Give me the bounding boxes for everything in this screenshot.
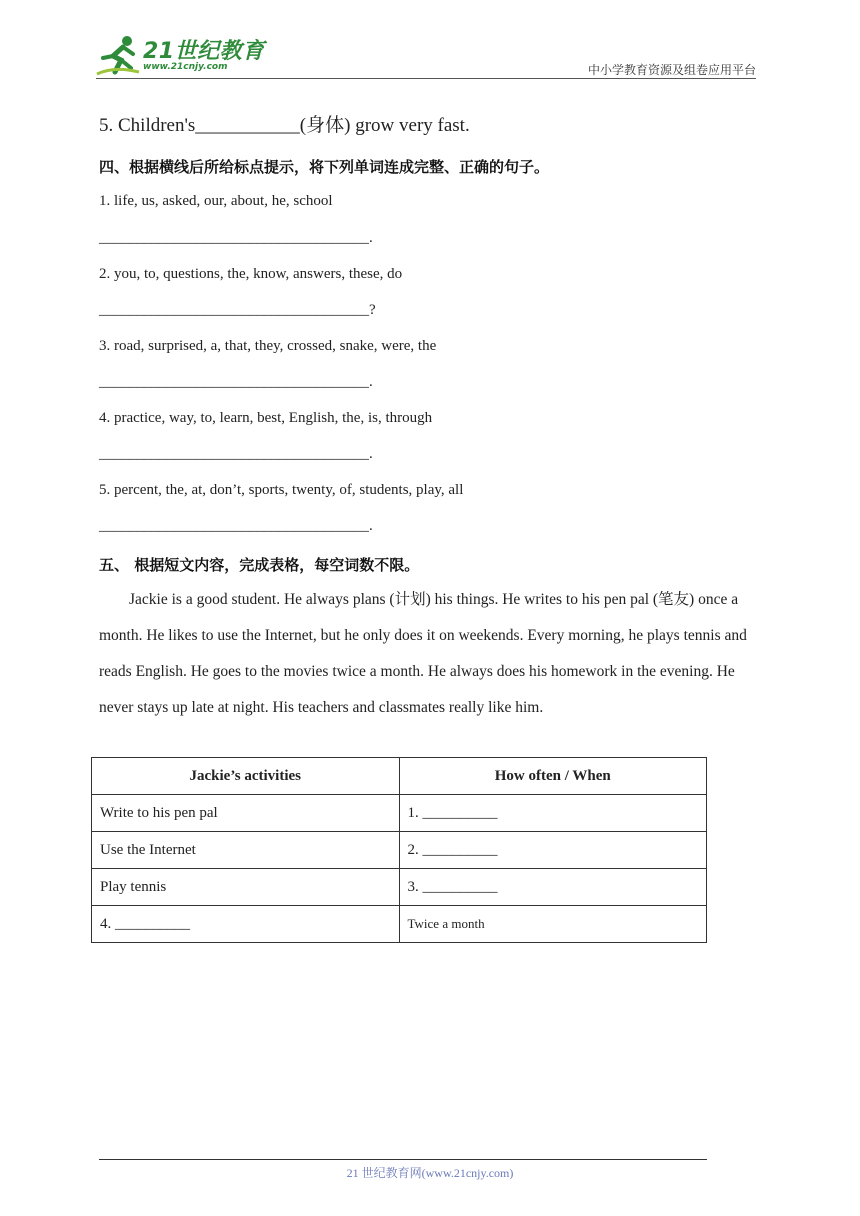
- logo-url: www.21cnjy.com: [143, 62, 228, 72]
- sentence-2-answer-blank: ____________________________________?: [99, 302, 376, 318]
- sentence-5-words: 5. percent, the, at, don’t, sports, twenty, of, students, play, all: [99, 482, 464, 498]
- section-five-heading: 五、 根据短文内容，完成表格，每空词数不限。: [99, 556, 420, 574]
- table-cell: Use the Internet: [92, 832, 400, 869]
- table-cell: Write to his pen pal: [92, 795, 400, 832]
- sentence-3-answer-blank: ____________________________________.: [99, 374, 373, 390]
- sentence-4-answer-blank: ____________________________________.: [99, 446, 373, 462]
- site-logo: [95, 34, 265, 78]
- sentence-1-words: 1. life, us, asked, our, about, he, school: [99, 193, 333, 209]
- table-cell-blank: 2. __________: [399, 832, 707, 869]
- table-row: [92, 869, 707, 906]
- table-cell-blank: 3. __________: [399, 869, 707, 906]
- question-5-body: 5. Children's___________(身体) grow very fast.: [99, 115, 470, 136]
- table-cell: Twice a month: [399, 906, 707, 943]
- sentence-4-words: 4. practice, way, to, learn, best, English, the, is, through: [99, 410, 433, 426]
- table-header-row: [92, 758, 707, 795]
- sentence-3-words: 3. road, surprised, a, that, they, crossed, snake, were, the: [99, 338, 437, 354]
- runner-logo-icon: [95, 34, 141, 78]
- passage-text: Jackie is a good student. He always plans (计划) his things. He writes to his pen pal (笔友) once a month. He likes to use the Internet, but he only does it on weekends. Every morning, he plays tennis and reads English. He goes to the movies twice a month. He always does his homework in the evening. He never stays up late at night. His teachers and classmates really like him.: [99, 591, 747, 716]
- activities-table: [91, 757, 707, 943]
- sentence-2-words: 2. you, to, questions, the, know, answers, these, do: [99, 266, 403, 282]
- header-platform-text: 中小学教育资源及组卷应用平台: [587, 63, 756, 77]
- logo-text: 21世纪教育: [143, 39, 265, 64]
- table-cell: Play tennis: [92, 869, 400, 906]
- header-divider: [96, 78, 756, 79]
- table-row: [92, 795, 707, 832]
- table-header-frequency: How often / When: [399, 758, 707, 795]
- table-row: [92, 906, 707, 943]
- footer-text: 21 世纪教育网(www.21cnjy.com): [346, 1166, 514, 1180]
- sentence-1-answer-blank: ____________________________________.: [99, 230, 373, 246]
- section-four-heading: 四、根据横线后所给标点提示，将下列单词连成完整、正确的句子。: [99, 158, 550, 176]
- sentence-5-answer-blank: ____________________________________.: [99, 518, 373, 534]
- table-header-activities: Jackie’s activities: [92, 758, 400, 795]
- reading-passage: [99, 582, 771, 726]
- table-cell-blank: 1. __________: [399, 795, 707, 832]
- footer-divider: [99, 1159, 707, 1160]
- table-cell-blank: 4. __________: [92, 906, 400, 943]
- table-row: [92, 832, 707, 869]
